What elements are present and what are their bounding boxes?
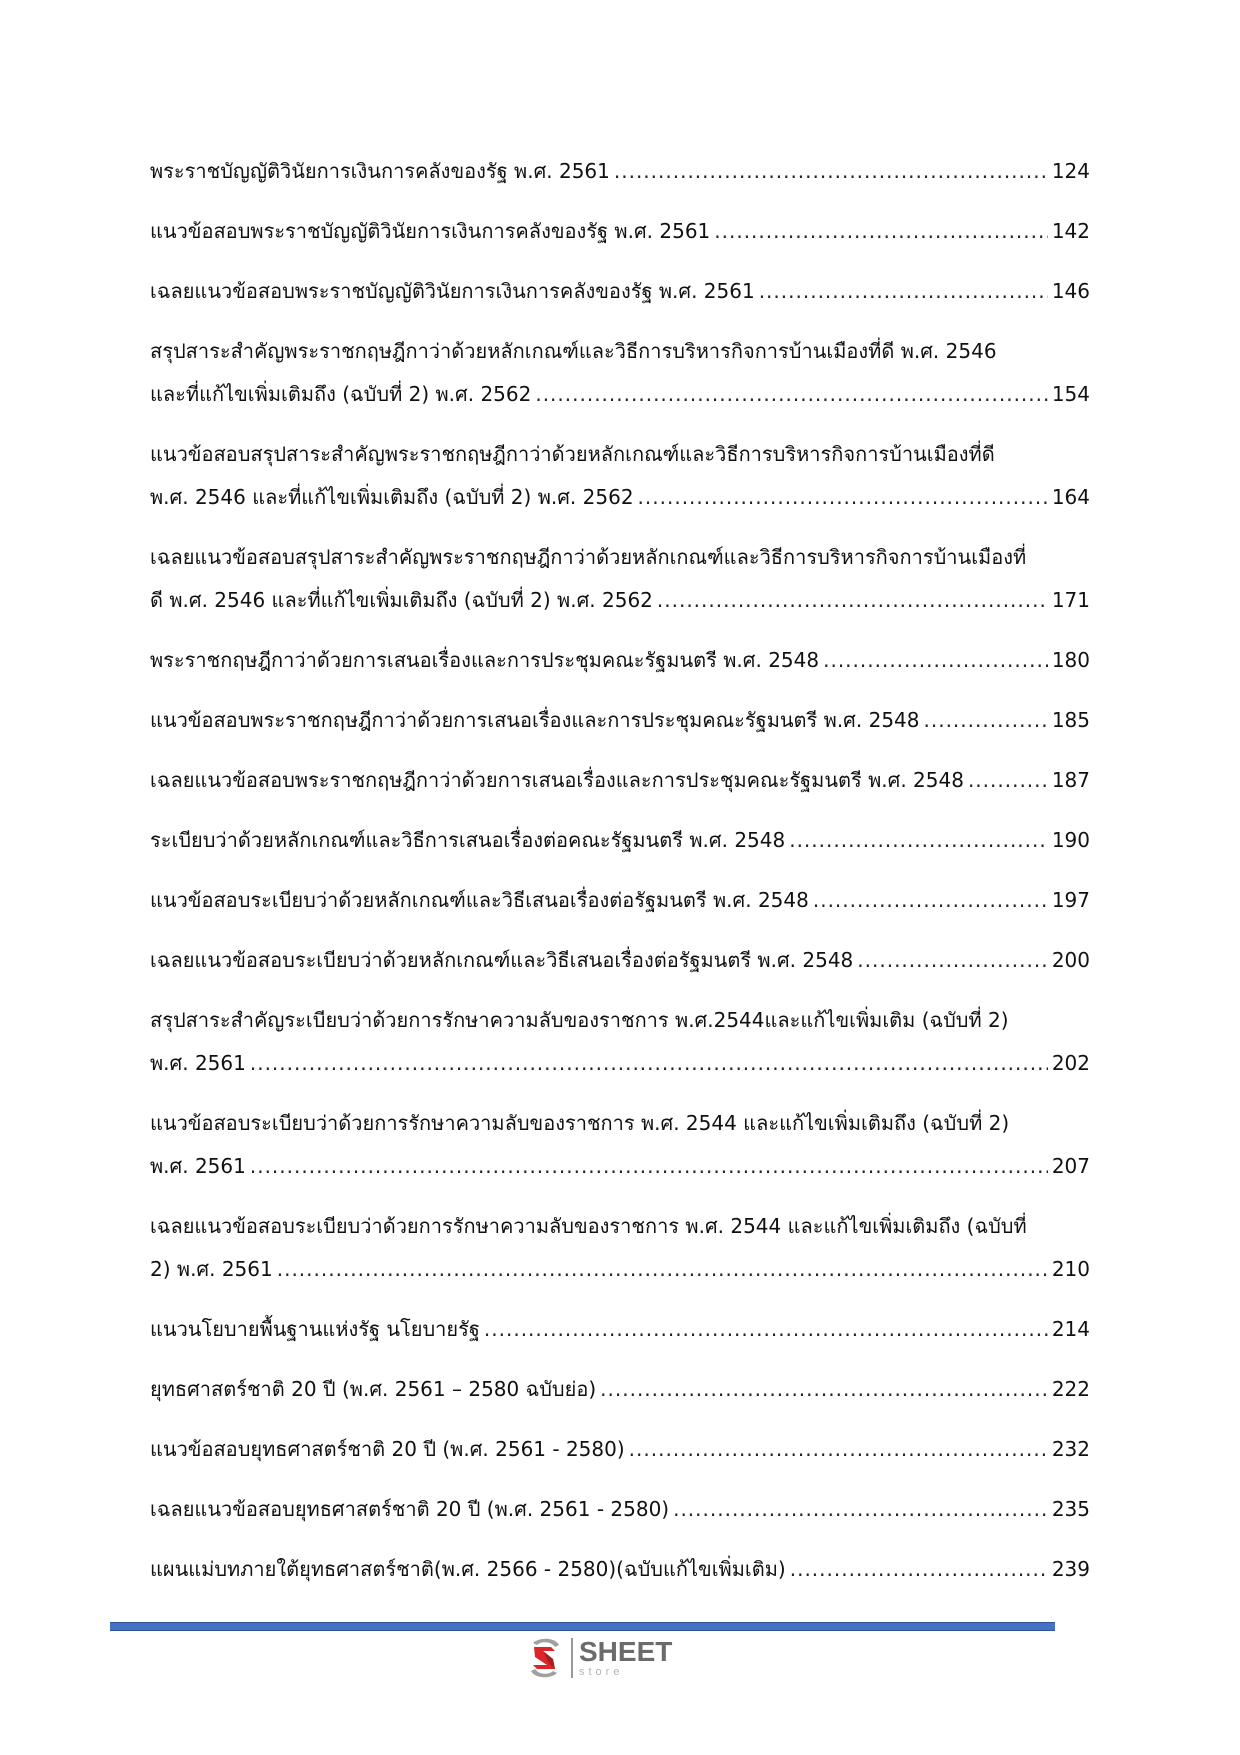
toc-entry-title: แนวข้อสอบสรุปสาระสำคัญพระราชกฤษฎีกาว่าด้วยหลักเกณฑ์และวิธีการบริหารกิจการบ้านเมืองที่ดี (150, 442, 995, 466)
toc-entry[interactable] (150, 330, 1090, 416)
dot-leader (714, 210, 1048, 253)
toc-line (150, 150, 1090, 193)
toc-page-number: 190 (1051, 828, 1090, 852)
logo-brand-text: SHEET (579, 1636, 673, 1667)
toc-entry-title: เฉลยแนวข้อสอบระเบียบว่าด้วยหลักเกณฑ์และวิธีเสนอเรื่องต่อรัฐมนตรี พ.ศ. 2548 (150, 948, 854, 972)
toc-entry[interactable] (150, 879, 1090, 922)
toc-line (150, 1488, 1090, 1531)
toc-entry-title: พระราชกฤษฎีกาว่าด้วยการเสนอเรื่องและการประชุมคณะรัฐมนตรี พ.ศ. 2548 (150, 648, 820, 672)
dot-leader (277, 1248, 1048, 1291)
toc-entry-title-cont: 2) พ.ศ. 2561 (150, 1257, 273, 1281)
toc-line (150, 1368, 1090, 1411)
toc-page-number: 207 (1051, 1154, 1090, 1178)
toc-entry-title-cont: ดี พ.ศ. 2546 และที่แก้ไขเพิ่มเติมถึง (ฉบับที่ 2) พ.ศ. 2562 (150, 588, 653, 612)
toc-line (150, 1548, 1090, 1591)
toc-line (150, 270, 1090, 313)
toc-line (150, 330, 1090, 373)
toc-page-number: 197 (1051, 888, 1090, 912)
toc-entry[interactable] (150, 1368, 1090, 1411)
toc-page-number: 202 (1051, 1051, 1090, 1075)
toc-line (150, 639, 1090, 682)
toc-line (150, 476, 1090, 519)
toc-entry[interactable] (150, 1488, 1090, 1531)
toc-entry-title: สรุปสาระสำคัญพระราชกฤษฎีกาว่าด้วยหลักเกณฑ์และวิธีการบริหารกิจการบ้านเมืองที่ดี พ.ศ. 2546 (150, 339, 997, 363)
dot-leader (789, 819, 1048, 862)
toc-entry[interactable] (150, 150, 1090, 193)
toc-page-number: 164 (1051, 485, 1090, 509)
toc-page-number: 235 (1051, 1497, 1090, 1521)
toc-line (150, 1205, 1090, 1248)
toc-page-number: 180 (1051, 648, 1090, 672)
toc-line (150, 1308, 1090, 1351)
toc-page-number: 171 (1051, 588, 1090, 612)
toc-entry[interactable] (150, 536, 1090, 622)
toc-entry[interactable] (150, 759, 1090, 802)
toc-entry-title: แนวข้อสอบพระราชกฤษฎีกาว่าด้วยการเสนอเรื่องและการประชุมคณะรัฐมนตรี พ.ศ. 2548 (150, 708, 920, 732)
toc-entry-title-cont: พ.ศ. 2561 (150, 1154, 246, 1178)
toc-line (150, 759, 1090, 802)
toc-line (150, 373, 1090, 416)
dot-leader (759, 270, 1048, 313)
toc-entry-title: เฉลยแนวข้อสอบยุทธศาสตร์ชาติ 20 ปี (พ.ศ. 2561 - 2580) (150, 1497, 670, 1521)
toc-entry-title: ยุทธศาสตร์ชาติ 20 ปี (พ.ศ. 2561 – 2580 ฉบับย่อ) (150, 1377, 597, 1401)
toc-line (150, 1042, 1090, 1085)
toc-entry-title: เฉลยแนวข้อสอบพระราชกฤษฎีกาว่าด้วยการเสนอเรื่องและการประชุมคณะรัฐมนตรี พ.ศ. 2548 (150, 768, 964, 792)
toc-entry[interactable] (150, 639, 1090, 682)
toc-entry[interactable] (150, 1205, 1090, 1291)
toc-line (150, 879, 1090, 922)
toc-page-number: 200 (1051, 948, 1090, 972)
toc-entry-title: แผนแม่บทภายใต้ยุทธศาสตร์ชาติ(พ.ศ. 2566 - 2580)(ฉบับแก้ไขเพิ่มเติม) (150, 1557, 786, 1581)
toc-entry[interactable] (150, 433, 1090, 519)
toc-page-number: 214 (1051, 1317, 1090, 1341)
dot-leader (250, 1042, 1048, 1085)
dot-leader (857, 939, 1048, 982)
toc-entry-title: แนวนโยบายพื้นฐานแห่งรัฐ นโยบายรัฐ (150, 1317, 480, 1341)
dot-leader (614, 150, 1048, 193)
toc-entry-title-cont: พ.ศ. 2546 และที่แก้ไขเพิ่มเติมถึง (ฉบับที่ 2) พ.ศ. 2562 (150, 485, 634, 509)
dot-leader (629, 1428, 1048, 1471)
dot-leader (968, 759, 1048, 802)
toc-line (150, 210, 1090, 253)
toc-entry-title: แนวข้อสอบยุทธศาสตร์ชาติ 20 ปี (พ.ศ. 2561 - 2580) (150, 1437, 625, 1461)
dot-leader (924, 699, 1048, 742)
toc-line (150, 1428, 1090, 1471)
toc-page-number: 185 (1051, 708, 1090, 732)
toc-entry-title: เฉลยแนวข้อสอบพระราชบัญญัติวินัยการเงินการคลังของรัฐ พ.ศ. 2561 (150, 279, 755, 303)
toc-entry-title-cont: พ.ศ. 2561 (150, 1051, 246, 1075)
logo-sub-text: store (579, 1666, 624, 1678)
dot-leader (250, 1145, 1048, 1188)
toc-line (150, 579, 1090, 622)
dot-leader (535, 373, 1047, 416)
toc-entry-title: ระเบียบว่าด้วยหลักเกณฑ์และวิธีการเสนอเรื่องต่อคณะรัฐมนตรี พ.ศ. 2548 (150, 828, 786, 852)
toc-entry[interactable] (150, 210, 1090, 253)
dot-leader (673, 1488, 1048, 1531)
toc-page-number: 239 (1051, 1557, 1090, 1581)
toc-line (150, 1248, 1090, 1291)
toc-entry-title-cont: และที่แก้ไขเพิ่มเติมถึง (ฉบับที่ 2) พ.ศ. 2562 (150, 382, 532, 406)
toc-entry[interactable] (150, 1308, 1090, 1351)
dot-leader (790, 1548, 1048, 1591)
toc-line (150, 536, 1090, 579)
toc-entry-title: พระราชบัญญัติวินัยการเงินการคลังของรัฐ พ.ศ. 2561 (150, 159, 610, 183)
toc-line (150, 819, 1090, 862)
sheet-store-logo (525, 1636, 672, 1680)
toc-entry[interactable] (150, 1102, 1090, 1188)
sheet-store-s-logo-icon (525, 1637, 565, 1679)
toc-entry[interactable] (150, 699, 1090, 742)
toc-page-number: 154 (1051, 382, 1090, 406)
toc-page-number: 146 (1051, 279, 1090, 303)
dot-leader (813, 879, 1048, 922)
logo-wordmark (579, 1638, 672, 1678)
toc-entry-title: สรุปสาระสำคัญระเบียบว่าด้วยการรักษาความลับของราชการ พ.ศ.2544และแก้ไขเพิ่มเติม (ฉบับที่ 2) (150, 1008, 1009, 1032)
toc-entry-title: แนวข้อสอบพระราชบัญญัติวินัยการเงินการคลังของรัฐ พ.ศ. 2561 (150, 219, 711, 243)
dot-leader (657, 579, 1048, 622)
toc-line (150, 433, 1090, 476)
dot-leader (638, 476, 1048, 519)
toc-entry[interactable] (150, 1428, 1090, 1471)
toc-entry-title: แนวข้อสอบระเบียบว่าด้วยการรักษาความลับของราชการ พ.ศ. 2544 และแก้ไขเพิ่มเติมถึง (ฉบับที่ 2) (150, 1111, 1010, 1135)
toc-entry[interactable] (150, 939, 1090, 982)
toc-page-number: 142 (1051, 219, 1090, 243)
footer-divider-bar (110, 1622, 1055, 1631)
toc-entry[interactable] (150, 999, 1090, 1085)
toc-entry[interactable] (150, 1548, 1090, 1591)
toc-page-number: 124 (1051, 159, 1090, 183)
logo-divider (571, 1638, 573, 1678)
toc-entry-title: เฉลยแนวข้อสอบระเบียบว่าด้วยการรักษาความลับของราชการ พ.ศ. 2544 และแก้ไขเพิ่มเติมถึง (ฉบับที่ (150, 1214, 1027, 1238)
toc-page-number: 187 (1051, 768, 1090, 792)
toc-line (150, 939, 1090, 982)
table-of-contents (150, 150, 1090, 1608)
toc-line (150, 699, 1090, 742)
toc-entry-title: เฉลยแนวข้อสอบสรุปสาระสำคัญพระราชกฤษฎีกาว่าด้วยหลักเกณฑ์และวิธีการบริหารกิจการบ้านเมืองที่ (150, 545, 1027, 569)
dot-leader (823, 639, 1048, 682)
dot-leader (484, 1308, 1048, 1351)
toc-entry-title: แนวข้อสอบระเบียบว่าด้วยหลักเกณฑ์และวิธีเสนอเรื่องต่อรัฐมนตรี พ.ศ. 2548 (150, 888, 809, 912)
toc-entry[interactable] (150, 270, 1090, 313)
toc-line (150, 999, 1090, 1042)
dot-leader (600, 1368, 1048, 1411)
toc-page-number: 232 (1051, 1437, 1090, 1461)
toc-page-number: 222 (1051, 1377, 1090, 1401)
toc-entry[interactable] (150, 819, 1090, 862)
toc-page-number: 210 (1051, 1257, 1090, 1281)
toc-line (150, 1102, 1090, 1145)
toc-line (150, 1145, 1090, 1188)
